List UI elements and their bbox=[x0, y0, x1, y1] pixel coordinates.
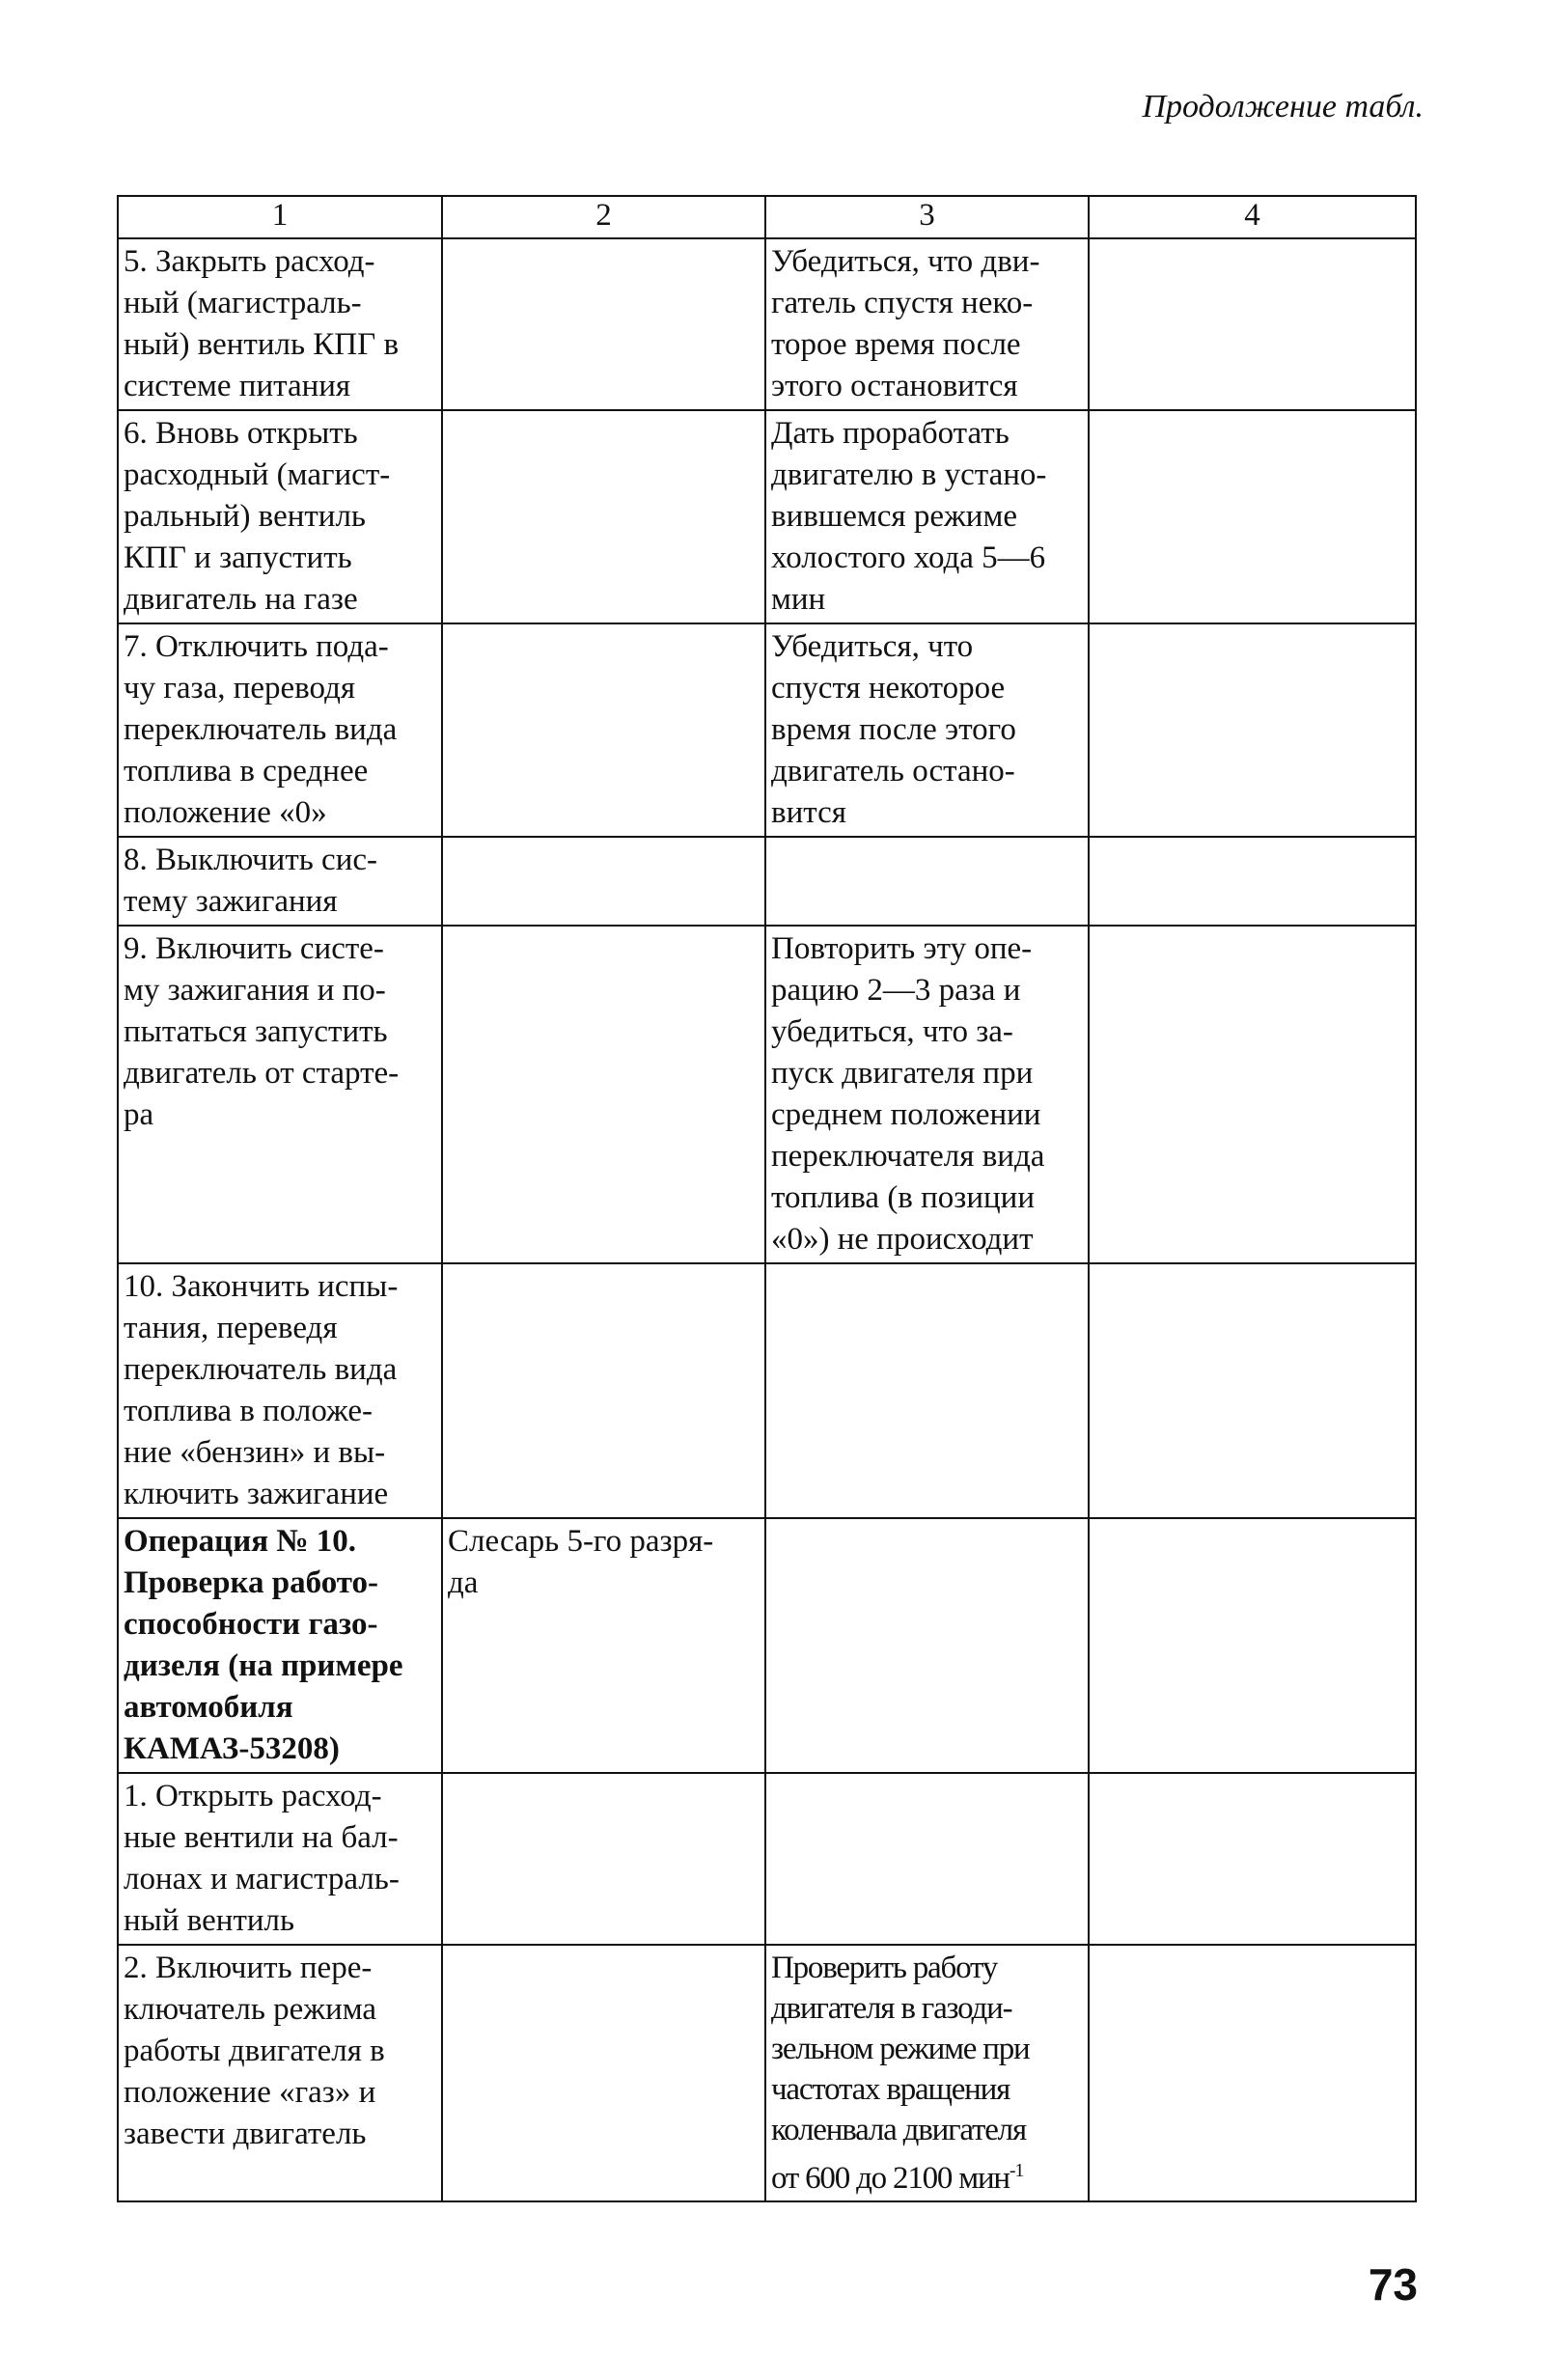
table-row-operation-10 bbox=[118, 1518, 1416, 1773]
note-cell bbox=[765, 410, 1089, 623]
extra-cell bbox=[1089, 1518, 1416, 1773]
column-number-2: 2 bbox=[442, 196, 765, 238]
operation-title-text: Операция № 10. Проверка работо- способности газо- дизеля (на примере автомобиля КАМАЗ-53208) bbox=[124, 1524, 403, 1766]
note-cell bbox=[765, 1773, 1089, 1945]
note-text: Дать проработать двигателю в устано- вившемся режиме холостого хода 5—6 мин bbox=[771, 416, 1047, 617]
step-text: 10. Закончить испы- тания, переведя переключатель вида топлива в положе- ние «бензин» и вы- ключить зажигание bbox=[124, 1269, 399, 1511]
extra-cell bbox=[1089, 410, 1416, 623]
extra-cell bbox=[1089, 1945, 1416, 2201]
table-row bbox=[118, 623, 1416, 837]
note-text: Повторить эту опе- рацию 2—3 раза и убедиться, что за- пуск двигателя при среднем положении переключателя вида топлива (в позиции «0») не происходит bbox=[771, 931, 1045, 1257]
step-text: 2. Включить пере- ключатель режима работы двигателя в положение «газ» и завести двигатель bbox=[124, 1951, 385, 2151]
page-number: 73 bbox=[1368, 2259, 1418, 2310]
note-cell bbox=[765, 238, 1089, 410]
step-cell bbox=[118, 410, 442, 623]
extra-cell bbox=[1089, 1773, 1416, 1945]
performer-text: Слесарь 5-го разря- да bbox=[448, 1524, 714, 1600]
step-text: 5. Закрыть расход- ный (магистраль- ный) вентиль КПГ в системе питания bbox=[124, 244, 400, 403]
step-cell bbox=[118, 1773, 442, 1945]
table-row bbox=[118, 926, 1416, 1263]
step-cell bbox=[118, 1263, 442, 1518]
column-number-row bbox=[118, 196, 1416, 238]
table-row bbox=[118, 410, 1416, 623]
step-text: 1. Открыть расход- ные вентили на бал- лонах и магистраль- ный вентиль bbox=[124, 1779, 400, 1938]
column-number-4: 4 bbox=[1089, 196, 1416, 238]
note-cell bbox=[765, 926, 1089, 1263]
step-cell bbox=[118, 837, 442, 926]
step-cell bbox=[118, 238, 442, 410]
note-text bbox=[771, 1948, 1084, 2199]
continuation-title: Продолжение табл. bbox=[1142, 89, 1424, 125]
extra-cell bbox=[1089, 623, 1416, 837]
table-row bbox=[118, 1773, 1416, 1945]
performer-cell bbox=[442, 238, 765, 410]
table-row bbox=[118, 1263, 1416, 1518]
step-cell bbox=[118, 1945, 442, 2201]
unit-exponent: -1 bbox=[1009, 2160, 1024, 2181]
extra-cell bbox=[1089, 1263, 1416, 1518]
column-number-3: 3 bbox=[765, 196, 1089, 238]
note-cell bbox=[765, 1263, 1089, 1518]
note-cell bbox=[765, 1945, 1089, 2201]
step-cell bbox=[118, 623, 442, 837]
table-row bbox=[118, 837, 1416, 926]
step-text: 7. Отключить пода- чу газа, переводя переключатель вида топлива в среднее положение «0» bbox=[124, 629, 398, 830]
performer-cell bbox=[442, 926, 765, 1263]
procedure-table bbox=[117, 195, 1417, 2202]
step-text: 6. Вновь открыть расходный (магист- ральный) вентиль КПГ и запустить двигатель на газе bbox=[124, 416, 391, 617]
performer-cell bbox=[442, 1773, 765, 1945]
performer-cell bbox=[442, 1518, 765, 1773]
note-cell bbox=[765, 837, 1089, 926]
step-text: 8. Выключить сис- тему зажигания bbox=[124, 843, 378, 919]
extra-cell bbox=[1089, 238, 1416, 410]
note-cell bbox=[765, 1518, 1089, 1773]
performer-cell bbox=[442, 410, 765, 623]
performer-cell bbox=[442, 1945, 765, 2201]
note-text: Убедиться, что дви- гатель спустя неко- торое время после этого остановится bbox=[771, 244, 1040, 403]
note-main-text: Проверить работу двигателя в газоди- зельном режиме при частотах вращения коленвала двигателя от 600 до 2100 мин bbox=[771, 1951, 1030, 2196]
table-row bbox=[118, 238, 1416, 410]
performer-cell bbox=[442, 837, 765, 926]
step-text: 9. Включить систе- му зажигания и по- пытаться запустить двигатель от старте- ра bbox=[124, 931, 400, 1132]
table-row bbox=[118, 1945, 1416, 2201]
extra-cell bbox=[1089, 926, 1416, 1263]
note-text: Убедиться, что спустя некоторое время после этого двигатель остано- вится bbox=[771, 629, 1016, 830]
performer-cell bbox=[442, 623, 765, 837]
step-cell bbox=[118, 926, 442, 1263]
performer-cell bbox=[442, 1263, 765, 1518]
column-number-1: 1 bbox=[118, 196, 442, 238]
extra-cell bbox=[1089, 837, 1416, 926]
operation-title-cell bbox=[118, 1518, 442, 1773]
note-cell bbox=[765, 623, 1089, 837]
